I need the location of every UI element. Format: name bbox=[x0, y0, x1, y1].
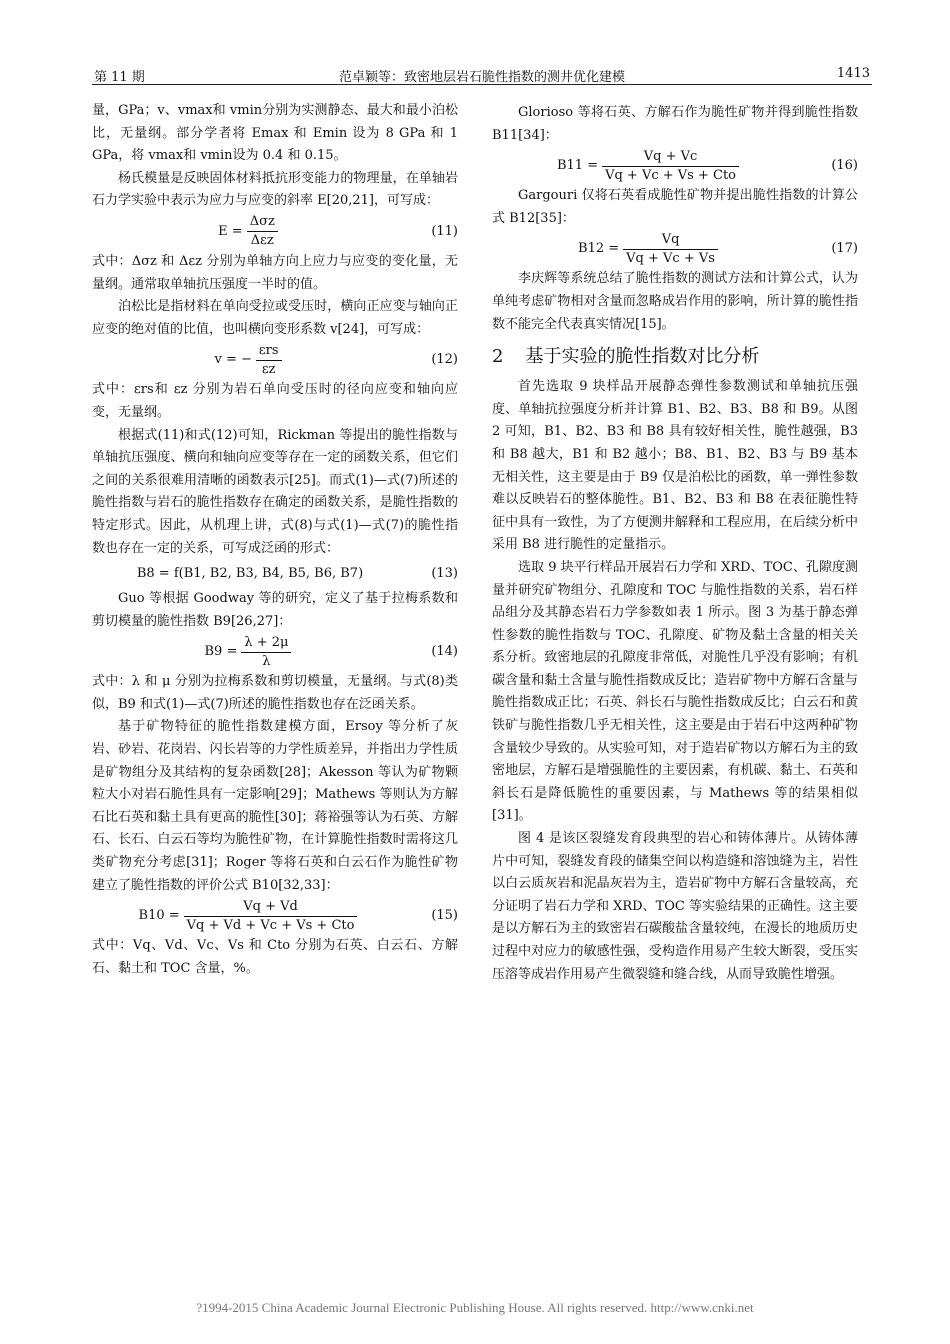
numerator: Vq + Vd bbox=[184, 899, 358, 917]
equation-lhs: B9 = bbox=[204, 643, 238, 659]
paragraph: 式中：λ 和 μ 分别为拉梅系数和剪切模量，无量纲。与式(8)类似，B9 和式(1)—式(7)所述的脆性指数也存在泛函关系。 bbox=[92, 674, 458, 712]
running-title: 范卓颖等：致密地层岩石脆性指数的测井优化建模 bbox=[338, 70, 625, 85]
paragraph: 杨氏模量是反映固体材料抵抗形变能力的物理量，在单轴岩石力学实验中表示为应力与应变的斜率 E[20,21]，可写成： bbox=[92, 170, 458, 209]
paragraph: 图 4 是该区裂缝发育段典型的岩心和铸体薄片。从铸体薄片中可知，裂缝发育段的储集空间以构造缝和溶蚀缝为主，岩性以白云质灰岩和泥晶灰岩为主，造岩矿物中方解石含量较高，充分证明了岩石力学和 XRD、TOC 等实验结果的正确性。这主要是以方解石为主的致密岩石碳酸盐含量较纯，在漫长的地质历史过程中对应力的敏感性强，受构造作用易产生较大断裂，受压实压溶等成岩作用易产生微裂缝和缝合线，从而导致脆性增强。 bbox=[492, 831, 859, 982]
running-header bbox=[92, 58, 872, 85]
paragraph: 式中：Δσz 和 Δεz 分别为单轴方向上应力与应变的变化量，无量纲。通常取单轴抗压强度一半时的值。 bbox=[92, 253, 458, 292]
denominator: εz bbox=[261, 361, 276, 377]
denominator: Vq + Vd + Vc + Vs + Cto bbox=[186, 917, 355, 933]
equation-number: (14) bbox=[431, 643, 458, 659]
equation-number: (13) bbox=[431, 565, 458, 581]
numerator: Δσz bbox=[247, 214, 278, 232]
equation-expr: B8 = f(B1, B2, B3, B4, B5, B6, B7) bbox=[136, 565, 364, 581]
fraction bbox=[241, 635, 291, 670]
section-number: 2 bbox=[492, 346, 504, 368]
page-number: 1413 bbox=[836, 66, 870, 81]
paragraph: 李庆辉等系统总结了脆性指数的测试方法和计算公式，认为单纯考虑矿物相对含量而忽略成岩作用的影响，所计算的脆性指数不能完全代表真实情况[15]。 bbox=[492, 271, 858, 332]
equation-lhs: v = − bbox=[214, 352, 252, 368]
paragraph: 量，GPa；v、vmax和 vmin分别为实测静态、最大和最小泊松比，无量纲。部分学者将 Emax 和 Emin 设为 8 GPa 和 1 GPa，将 vmax和 vmin设为 0.4 和 0.15。 bbox=[92, 103, 458, 164]
section-heading bbox=[492, 342, 858, 372]
numerator: λ + 2μ bbox=[241, 635, 291, 653]
denominator: Δεz bbox=[250, 233, 274, 249]
equation-17 bbox=[492, 230, 858, 268]
denominator: Vq + Vc + Vs bbox=[626, 250, 715, 266]
denominator: λ bbox=[262, 653, 271, 669]
equation-lhs: E = bbox=[218, 223, 243, 239]
issue-label: 第 11 期 bbox=[94, 70, 145, 85]
paragraph: 式中：εrs和 εz 分别为岩石单向受压时的径向应变和轴向应变，无量纲。 bbox=[92, 382, 458, 420]
fraction bbox=[247, 214, 278, 249]
numerator: εrs bbox=[256, 343, 282, 361]
paragraph: 基于矿物特征的脆性指数建模方面，Ersoy 等分析了灰岩、砂岩、花岗岩、闪长岩等的力学性质差异，并指出力学性质是矿物组分及其结构的复杂函数[28]；Akesson 等认为矿物颗粒大小对岩石脆性具有一定影响[29]；Mathews 等则认为方解石比石英和黏土具有更高的脆性[30]；蒋裕强等认为石英、方解石、长石、白云石等均为脆性矿物，在计算脆性指数时需将这几类矿物充分考虑[31]；Roger 等将石英和白云石作为脆性矿物建立了脆性指数的评价公式 B10[32,33]： bbox=[92, 719, 458, 893]
copyright-footer: ?1994-2015 China Academic Journal Electronic Publishing House. All rights reserved. http://www.cnki.net bbox=[196, 1300, 754, 1315]
paragraph: 选取 9 块平行样品开展岩石力学和 XRD、TOC、孔隙度测量并研究矿物组分、孔隙度和 TOC 与脆性指数的关系，岩石样品组分及其静态岩石力学参数如表 1 所示。图 3 为基于静态弹性参数的脆性指数与 TOC、孔隙度、矿物及黏土含量的相关关系分析。致密地层的孔隙度非常低，对脆性几乎没有影响；有机碳含量和黏土含量与脆性指数成反比；造岩矿物中方解石含量与脆性指数成正比；石英、斜长石与脆性指数成反比；白云石和黄铁矿与脆性指数几乎无相关性，这主要是由于岩石中这两种矿物含量较少导致的。从实验可知，对于造岩矿物以方解石为主的致密地层，方解石是增强脆性的主要因素，有机碳、黏土、石英和斜长石是降低脆性的重要因素，与 Mathews 等的结果相似[31]。 bbox=[492, 559, 858, 824]
equation-14 bbox=[92, 633, 458, 671]
equation-number: (12) bbox=[431, 352, 458, 368]
equation-16 bbox=[492, 147, 858, 185]
fraction bbox=[184, 899, 358, 934]
equation-number: (11) bbox=[431, 223, 458, 239]
equation-12 bbox=[92, 341, 458, 379]
equation-11 bbox=[92, 213, 458, 251]
equation-13 bbox=[92, 560, 458, 588]
left-column bbox=[92, 100, 458, 980]
equation-number: (17) bbox=[831, 241, 858, 257]
equation-number: (16) bbox=[831, 157, 858, 173]
paragraph: 首先选取 9 块样品开展静态弹性参数测试和单轴抗压强度、单轴抗拉强度分析并计算 B1、B2、B3、B8 和 B9。从图 2 可知，B1、B2、B3 和 B8 具有较好相关性，脆性越强，B3 和 B8 越大，B1 和 B2 越小；B8、B1、B2、B3 与 B9 基本无相关性，这主要是由于 B9 仅是泊松比的函数，单一弹性参数难以反映岩石的整体脆性。B1、B2、B3 和 B8 在表征脆性特征中具有一致性，为了方便测井解释和工程应用，在后续分析中采用 B8 进行脆性的定量指示。 bbox=[492, 379, 858, 553]
equation-lhs: B12 = bbox=[578, 241, 620, 257]
paragraph: Gargouri 仅将石英看成脆性矿物并提出脆性指数的计算公式 B12[35]： bbox=[492, 188, 858, 226]
denominator: Vq + Vc + Vs + Cto bbox=[605, 167, 737, 183]
paragraph: 式中：Vq、Vd、Vc、Vs 和 Cto 分别为石英、白云石、方解石、黏土和 TOC 含量，%。 bbox=[92, 938, 458, 976]
equation-15 bbox=[92, 897, 458, 935]
fraction bbox=[623, 232, 718, 267]
fraction bbox=[602, 149, 739, 184]
equation-lhs: B11 = bbox=[556, 157, 599, 173]
section-title: 基于实验的脆性指数对比分析 bbox=[525, 346, 760, 368]
equation-number: (15) bbox=[431, 907, 458, 923]
right-column bbox=[492, 102, 858, 986]
paragraph: 根据式(11)和式(12)可知，Rickman 等提出的脆性指数与单轴抗压强度、横向和轴向应变等存在一定的函数关系，但它们之间的关系很难用清晰的函数表示[25]。而式(1)—式(7)所述的脆性指数与岩石的脆性指数存在确定的函数关系，是脆性指数的特定形式。因此，从机理上讲，式(8)与式(1)—式(7)的脆性指数也存在一定的关系，可写成泛函的形式： bbox=[92, 427, 458, 556]
equation-lhs: B10 = bbox=[138, 907, 180, 923]
numerator: Vq + Vc bbox=[602, 149, 739, 167]
fraction bbox=[256, 343, 282, 378]
paragraph: Guo 等根据 Goodway 等的研究，定义了基于拉梅系数和剪切模量的脆性指数 B9[26,27]： bbox=[92, 591, 458, 629]
numerator: Vq bbox=[623, 232, 718, 250]
paragraph: 泊松比是指材料在单向受拉或受压时，横向正应变与轴向正应变的绝对值的比值，也叫横向变形系数 v[24]，可写成： bbox=[92, 299, 458, 337]
paragraph: Glorioso 等将石英、方解石作为脆性矿物并得到脆性指数 B11[34]： bbox=[492, 105, 858, 143]
